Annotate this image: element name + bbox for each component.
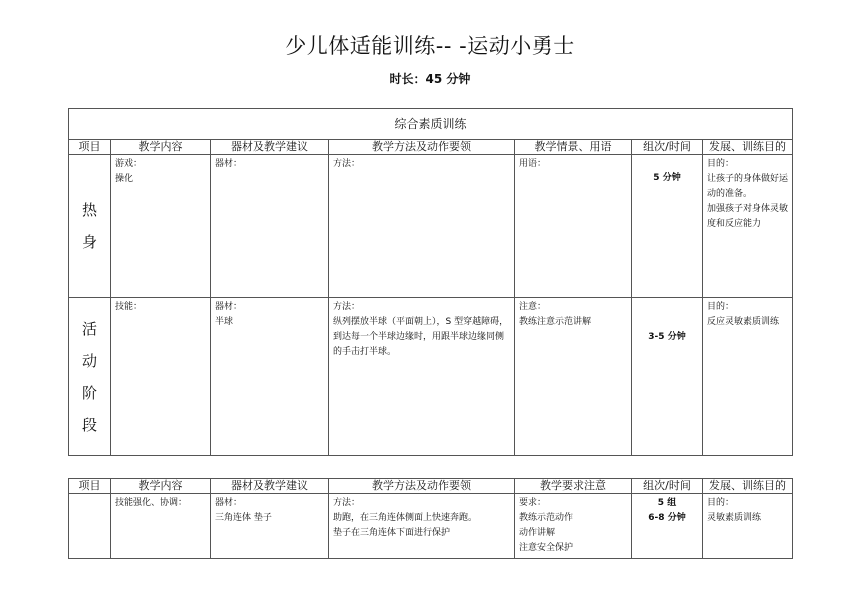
- content-cell: 技能：: [115, 302, 143, 312]
- stage-warmup: 热 身: [69, 155, 111, 298]
- header-content: 教学内容: [111, 140, 211, 155]
- content-cell: 技能强化、协调：: [115, 498, 188, 508]
- stage-cell: [69, 494, 111, 559]
- equipment-cell: 器材： 半球: [215, 302, 243, 327]
- table1-header-row: [69, 140, 793, 155]
- header-method: 教学方法及动作要领: [329, 140, 515, 155]
- method-cell: 方法： 纵列摆放半球（平面朝上），S 型穿越障碍，到达每一个半球边缘时，用跟半球边缘同侧的手击打半球。: [333, 302, 509, 357]
- header-purpose: 发展、训练目的: [703, 479, 793, 494]
- purpose-cell: 目的： 反应灵敏素质训练: [707, 302, 780, 327]
- equipment-cell: 器材： 三角连体 垫子: [215, 498, 272, 523]
- header-method: 教学方法及动作要领: [329, 479, 515, 494]
- content-cell: 游戏： 操化: [115, 159, 143, 184]
- header-item: 项目: [69, 479, 111, 494]
- equipment-cell: 器材：: [215, 159, 243, 169]
- requirements-cell: 要求： 教练示范动作 动作讲解 注意安全保护: [519, 498, 574, 553]
- duration-subtitle: 时长：45 分钟: [389, 72, 471, 86]
- header-time: 组次/时间: [632, 479, 703, 494]
- table-row: [69, 298, 793, 456]
- table-row: [69, 494, 793, 559]
- table2-header-row: [69, 479, 793, 494]
- training-table-1: [68, 108, 793, 456]
- header-purpose: 发展、训练目的: [703, 140, 793, 155]
- header-scenario: 教学情景、用语: [515, 140, 632, 155]
- scenario-cell: 注意： 教练注意示范讲解: [519, 302, 592, 327]
- section-title: 综合素质训练: [69, 109, 793, 140]
- scenario-cell: 用语：: [519, 159, 547, 169]
- method-cell: 方法： 助跑，在三角连体侧面上快速奔跑。 垫子在三角连体下面进行保护: [333, 498, 478, 538]
- training-table-2: [68, 478, 793, 559]
- time-cell: 3-5 分钟: [648, 332, 686, 342]
- header-requirements: 教学要求注意: [515, 479, 632, 494]
- stage-activity: 活 动 阶 段: [69, 298, 111, 456]
- document-title: 少儿体适能训练-- -运动小勇士: [285, 34, 575, 58]
- header-content: 教学内容: [111, 479, 211, 494]
- method-cell: 方法：: [333, 159, 361, 169]
- header-item: 项目: [69, 140, 111, 155]
- header-equipment: 器材及教学建议: [211, 140, 329, 155]
- table-row: [69, 155, 793, 298]
- header-time: 组次/时间: [632, 140, 703, 155]
- time-cell: 5 组 6-8 分钟: [648, 498, 686, 523]
- time-cell: 5 分钟: [653, 173, 681, 183]
- header-equipment: 器材及教学建议: [211, 479, 329, 494]
- purpose-cell: 目的： 让孩子的身体做好运动的准备。 加强孩子对身体灵敏度和反应能力: [707, 159, 789, 229]
- purpose-cell: 目的： 灵敏素质训练: [707, 498, 762, 523]
